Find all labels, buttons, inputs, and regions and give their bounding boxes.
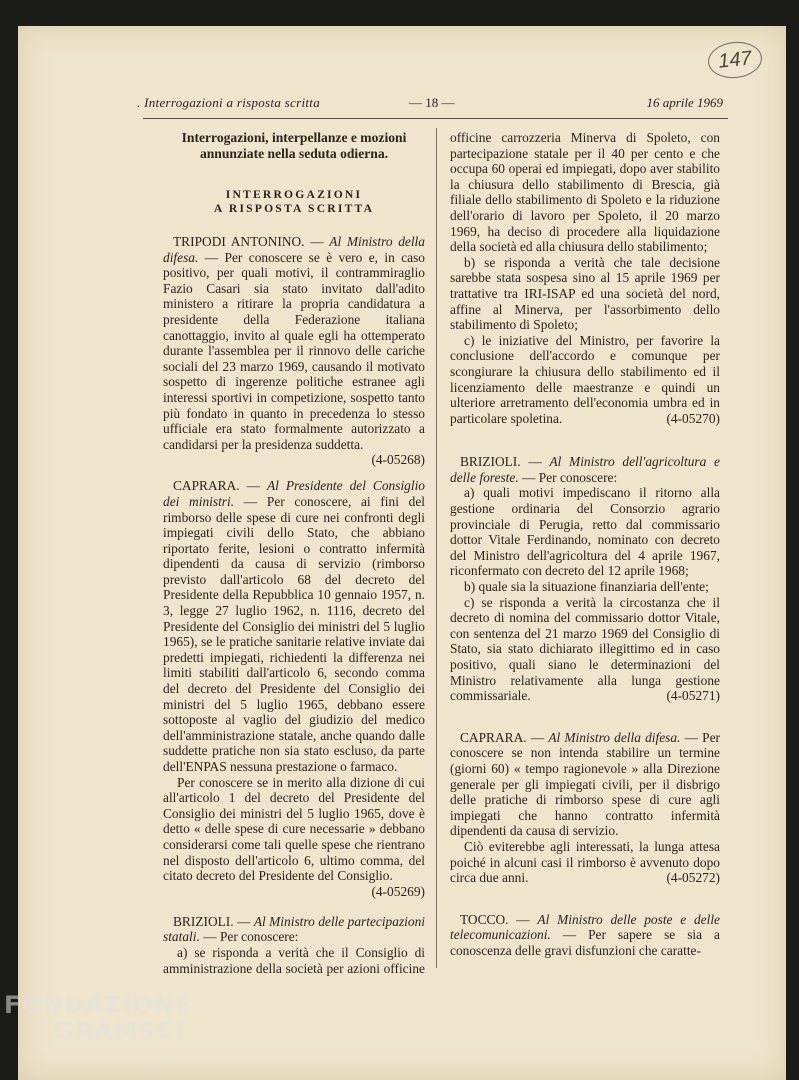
interrogation-caprara-2 <box>450 730 720 886</box>
watermark-line-2: GRAMSCI <box>54 1017 186 1045</box>
author: BRIZIOLI. — <box>460 454 542 470</box>
interrogation-brizioli-1-continued <box>450 130 720 426</box>
section-title: Interrogazioni, interpellanze e mozioni annunziate nella seduta odierna. <box>181 130 407 161</box>
foundation-watermark <box>4 991 193 1065</box>
header-rule <box>143 118 728 119</box>
point-c: c) se risponda a verità la circostanza che il decreto di nomina del commissario dottor Vitale, con sentenza del 21 marzo 1969 del Consiglio di Stato, sia stato dichiarato illegittimo ed in caso positivo, quali siano le determinazioni del Ministro relativamente alla lunga gestione commissariale. <box>450 594 720 704</box>
intro-text: — Per conoscere: <box>203 929 299 945</box>
addressee: Al Ministro dell'agricoltura e delle foreste. <box>450 454 720 485</box>
reference-number: (4-05270) <box>666 410 720 426</box>
body-text: — Per conoscere, ai fini del rimborso delle spese di cure nei confronti degli impiegati civili dello Stato, che abbiano riportato ferite, lesioni o contratto infermità dipendenti da causa di servizio (rimborso previsto dall'articolo 68 del decreto del Presidente della Repubblica 10 gennaio 1957, n. 3, legge 27 luglio 1962, n. 1116, decreto del Presidente del Consiglio dei ministri del 5 luglio 1965), se le pratiche sanitarie relative inviate dai predetti impiegati, richiedenti la differenza nei limiti stabiliti dall'articolo 6, secondo comma del decreto del Presidente del Consiglio dei ministri del 5 luglio 1965, debbano essere sottoposte al vaglio del giudizio del medico dell'amministrazione statale, anche quando dalle suddette pratiche non sia stato escluso, da parte dell'ENPAS nessuna prestazione o farmaco. <box>163 493 425 774</box>
point-a: a) quali motivi impediscano il ritorno alla gestione ordinaria del Consorzio agrario provinciale di Perugia, retto dal commissario dottor Vitale Ferdinando, nominato con decreto del Ministro dell'agricoltura del 4 aprile 1967, riconfermato con decreto del 12 aprile 1968; <box>450 485 720 579</box>
body-text: Ciò eviterebbe agli interessati, la lunga attesa poiché in alcuni casi il rimborso è avvenuto dopo circa due anni. <box>450 838 720 886</box>
watermark-onlus: onlus <box>152 1055 177 1065</box>
point-c: c) le iniziative del Ministro, per favorire la conclusione dell'accordo e comunque per scongiurare la chiusura dello stabilimento ed il licenziamento delle maestranze e quindi un ulteriore arretramento dell'economia umbra ed in particolare spoletina. <box>450 332 720 426</box>
reference-number: (4-05269) <box>371 883 425 899</box>
column-divider <box>436 128 437 968</box>
intro-text: — Per conoscere: <box>522 469 618 485</box>
subtitle-line-2: A RISPOSTA SCRITTA <box>213 202 375 215</box>
body-text: — Per sapere se sia a conoscenza delle gravi disfunzioni che caratte- <box>450 927 720 958</box>
point-a-continued: officine carrozzeria Minerva di Spoleto, con partecipazione statale per il 40 per cento e che occupa 60 operai ed impiegati, dopo aver stabilito la chiusura dello stabilimento di Brescia, già filiale dello stabilimento di Spoleto e la riduzione dell'orario di lavoro per Spoleto, il 20 marzo 1969, ha deciso di procedere alla liquidazione della società ed alla chiusura dello stabilimento; <box>450 130 720 255</box>
header-date: 16 aprile 1969 <box>646 95 723 110</box>
interrogation-brizioli-1-start <box>163 914 425 976</box>
page-header <box>137 95 723 115</box>
interrogation-tripodi <box>163 234 425 468</box>
author: CAPRARA. — <box>460 729 545 745</box>
reference-number: (4-05271) <box>666 688 720 704</box>
addressee: Al Ministro della difesa. <box>163 234 425 265</box>
point-a: a) se risponda a verità che il Consiglio di amministrazione della società per azioni officine <box>163 944 425 976</box>
addressee: Al Presidente del Consiglio dei ministri. <box>163 478 425 509</box>
body-text: Per conoscere se in merito alla dizione di cui all'articolo 1 del decreto del Presidente del Consiglio dei ministri del 5 luglio 1965, dove è detto « delle spese di cure necessarie » debbano considerarsi come tali quelle spese che rientrano nel disposto dell'articolo 6, ultimo comma, del citato decreto del Presidente del Consiglio. <box>163 774 425 884</box>
addressee: Al Ministro della difesa. <box>548 729 681 745</box>
archive-stamp: 147 <box>706 39 763 80</box>
body-text: — Per conoscere se non intenda stabilire un termine (giorni 60) « tempo ragionevole » alla Direzione generale per gli impiegati civili, per il disbrigo delle pratiche di rimborso spese di cure agli impiegati che hanno contratto infermità dipendenti da causa di servizio. <box>450 729 720 839</box>
reference-number: (4-05272) <box>666 870 720 886</box>
section-subtitle <box>163 188 425 216</box>
author: TOCCO. — <box>460 911 530 927</box>
interrogation-caprara-1 <box>163 478 425 899</box>
addressee: Al Ministro delle poste e delle telecomunicazioni. <box>450 911 720 943</box>
author: TRIPODI ANTONINO. — <box>173 234 324 249</box>
body-text: — Per conoscere se è vero e, in caso positivo, per quali motivi, il contrammiraglio Fazio Casari sia stato invitato dall'adito ministero a ritirare la propria candidatura a presidente della Federazione italiana canottaggio, invito al quale egli ha ottemperato durante l'assemblea per il rinnovo delle cariche sociali del 23 marzo 1969, causando il motivato sospetto di ingerenze politiche estranee agli interessi sportivi in competizione, sospetto tanto più fondato in quanto in precedenza lo stesso ufficiale era stato formalmente autorizzato a candidarsi per la presidenza suddetta. <box>163 249 425 452</box>
header-page-number: — 18 — <box>409 95 455 110</box>
subtitle-line-1: INTERROGAZIONI <box>225 188 363 201</box>
interrogation-tocco <box>450 912 720 959</box>
point-b: b) quale sia la situazione finanziaria dell'ente; <box>464 579 709 595</box>
addressee: Al Ministro delle partecipazioni statali. <box>163 913 425 945</box>
author: BRIZIOLI. — <box>173 913 251 929</box>
watermark-line-1: FONDAZIONE <box>4 991 193 1019</box>
reference-number: (4-05268) <box>371 452 425 468</box>
author: CAPRARA. — <box>173 478 260 494</box>
point-b: b) se risponda a verità che tale decisione sarebbe stata sospesa sino al 15 aprile 1969 per trattative tra IRI-ISAP ed una società del nord, affine al Minerva, per l'assorbimento dello stabilimento di Spoleto; <box>450 254 720 333</box>
header-section-title: . Interrogazioni a risposta scritta <box>137 95 321 110</box>
interrogation-brizioli-2 <box>450 454 720 704</box>
right-column <box>450 130 720 959</box>
left-column <box>163 130 425 976</box>
